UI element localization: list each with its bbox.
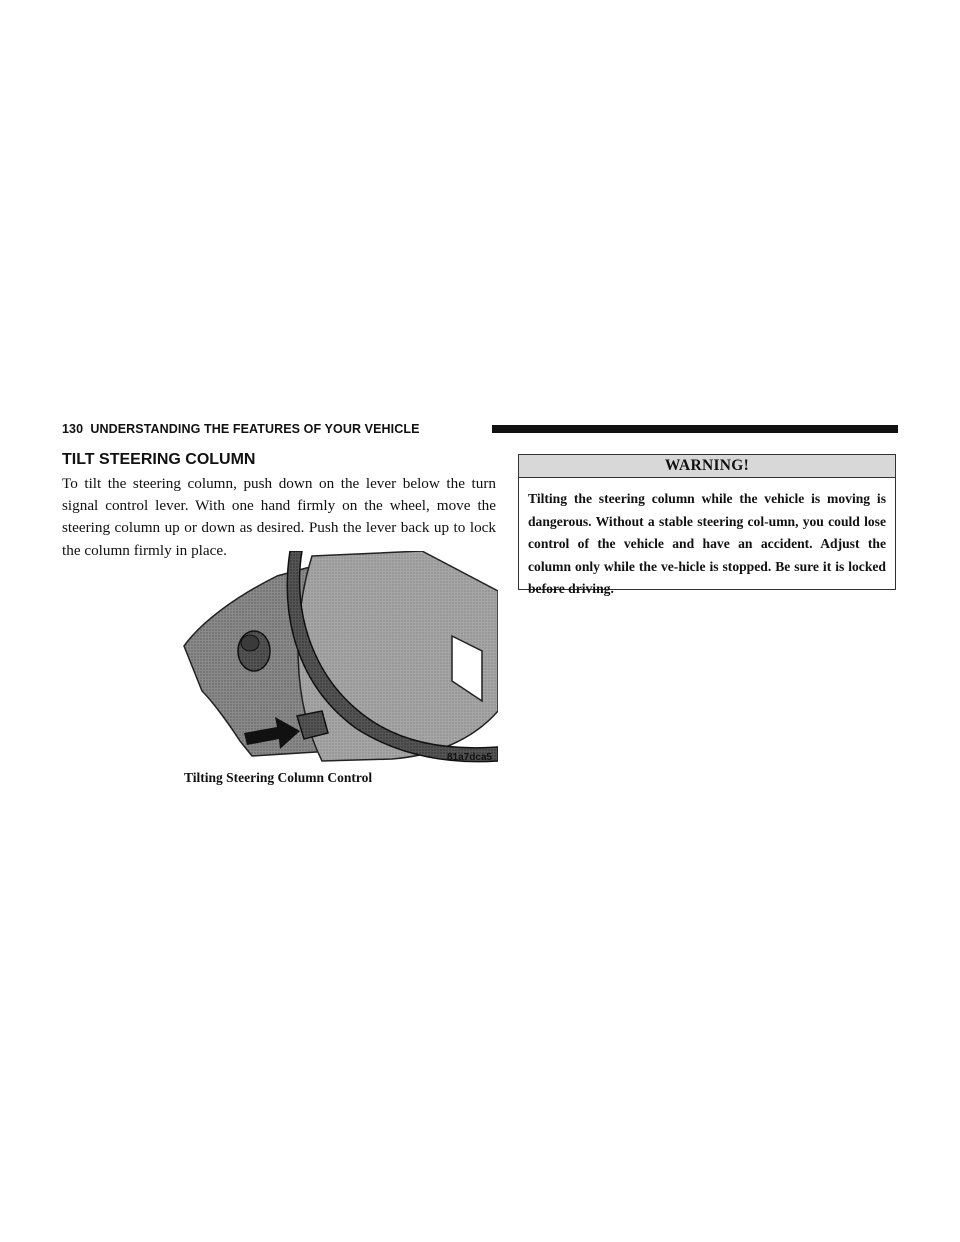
section-body: To tilt the steering column, push down on the lever below the turn signal control lever. With one hand firmly on the wheel, move the steering column up or down as desired. Push the lever back up to lock the column firmly in place. xyxy=(62,475,496,559)
steering-column-figure xyxy=(182,551,498,765)
warning-body: Tilting the steering column while the vehicle is moving is dangerous. Without a stable steering col-umn, you could lose control of the vehicle and have an accident. Adjust the column only while the ve-hicle is stopped. Be sure it is locked before driving. xyxy=(528,491,886,596)
header-text xyxy=(62,420,420,438)
section-title: TILT STEERING COLUMN xyxy=(62,451,256,468)
header-section-label: UNDERSTANDING THE FEATURES OF YOUR VEHICLE xyxy=(90,422,420,436)
header-rule xyxy=(492,425,898,433)
figure-caption: Tilting Steering Column Control xyxy=(184,770,373,785)
page-header xyxy=(62,420,898,440)
warning-box xyxy=(518,454,896,596)
figure-code: 81a7dca5 xyxy=(446,752,492,763)
page-number: 130 xyxy=(62,422,84,436)
warning-title: WARNING! xyxy=(519,455,895,478)
steering-column-illustration xyxy=(182,551,498,765)
